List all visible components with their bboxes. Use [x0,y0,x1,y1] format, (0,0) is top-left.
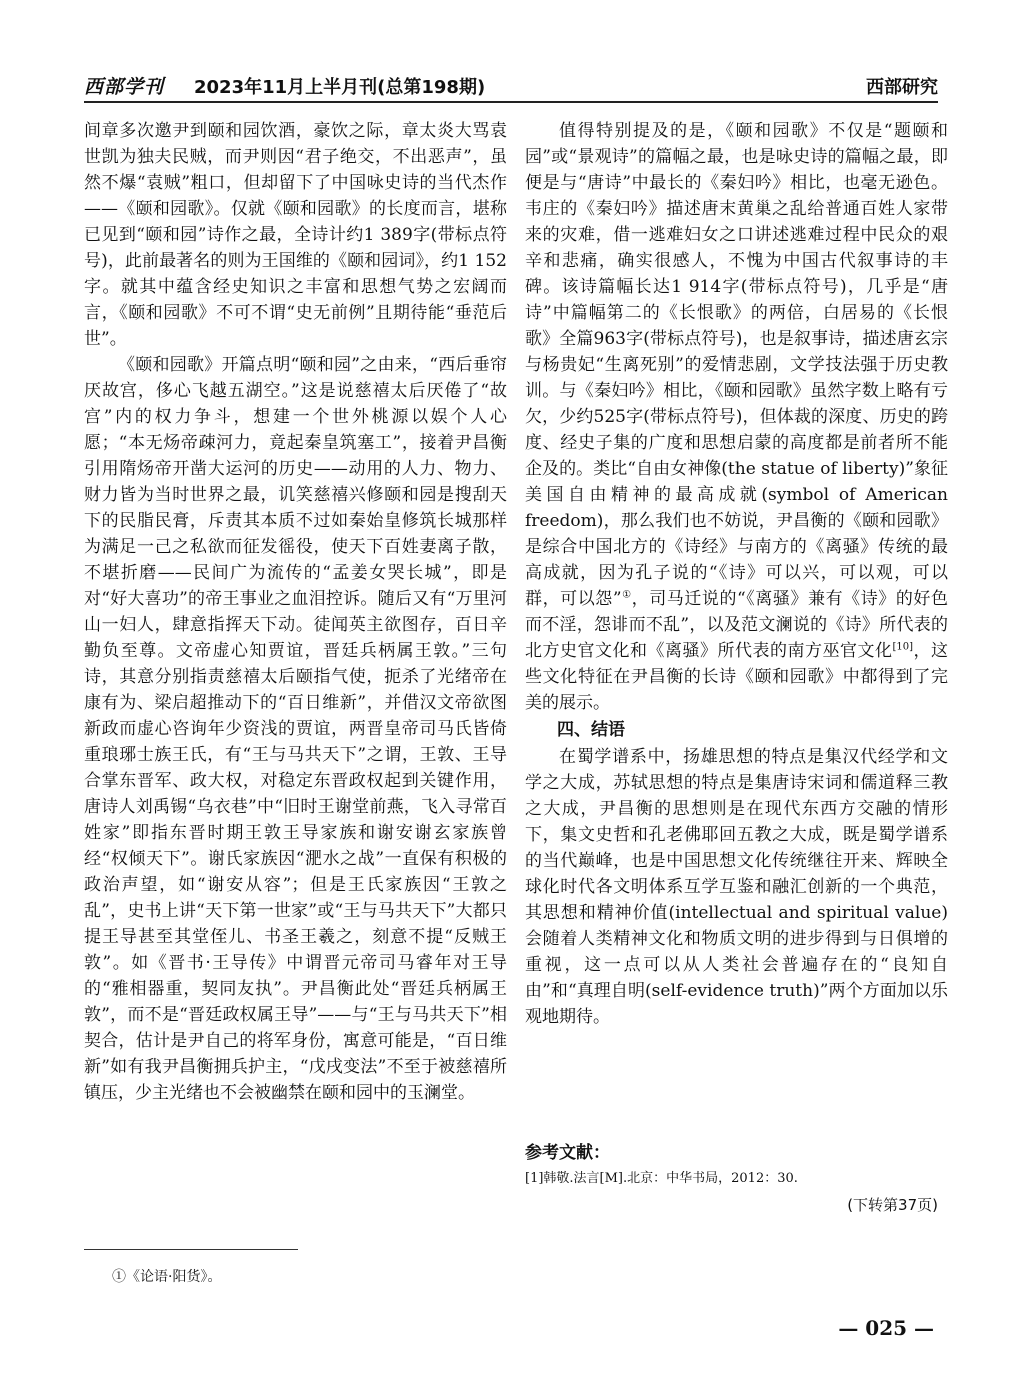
paragraph: 《颐和园歌》开篇点明“颐和园”之由来，“西后垂帘厌故宫，侈心飞越五湖空。”这是说慈禧太后厌倦了“故宫”内的权力争斗，想建一个世外桃源以娱个人心愿；“本无炀帝疎河力，竟起秦皇筑塞工”，接着尹昌衡引用隋炀帝开凿大运河的历史——动用的人力、物力、财力皆为当时世界之最，讥笑慈禧兴修颐和园是搜刮天下的民脂民膏，斥责其本质不过如秦始皇修筑长城那样为满足一己之私欲而征发徭役，使天下百姓妻离子散，不堪折磨——民间广为流传的“孟姜女哭长城”，即是对“好大喜功”的帝王事业之血泪控诉。随后又有“万里河山一妇人，肆意指挥天下动。徒闻英主欲图存，百日辛勤负至尊。文帝虚心知贾谊，晋廷兵柄属王敦。”三句诗，其意分别指责慈禧太后颐指气使，扼杀了光绪帝在康有为、梁启超推动下的“百日维新”，并借汉文帝欲图新政而虚心咨询年少资浅的贾谊，两晋皇帝司马氏皆倚重琅琊士族王氏，有“王与马共天下”之谓，王敦、王导合掌东晋军、政大权，对稳定东晋政权起到关键作用，唐诗人刘禹锡“乌衣巷”中“旧时王谢堂前燕，飞入寻常百姓家”即指东晋时期王敦王导家族和谢安谢玄家族曾经“权倾天下”。谢氏家族因“淝水之战”一直保有积极的政治声望，如“谢安从容”；但是王氏家族因“王敦之乱”，史书上讲“天下第一世家”或“王与马共天下”大都只提王导甚至其堂侄儿、书圣王羲之，刻意不提“反贼王敦”。如《晋书·王导传》中谓晋元帝司马睿年对王导的“雅相器重，契同友执”。尹昌衡此处“晋廷兵柄属王敦”，而不是“晋廷政权属王导”——与“王与马共天下”相契合，估计是尹自己的将军身份，寓意可能是，“百日维新”如有我尹昌衡拥兵护主，“戊戌变法”不至于被慈禧所镇压，少主光绪也不会被幽禁在颐和园中的玉澜堂。 [84,355,507,1103]
paragraph-text: ，这些文化特征在尹昌衡的长诗《颐和园歌》中都得到了完美的展示。 [525,641,949,713]
running-header [84,72,938,98]
paragraph: 间章多次邀尹到颐和园饮酒，豪饮之际，章太炎大骂袁世凯为独夫民贼，而尹则因“君子绝交，不出恶声”，虽然不爆“袁贼”粗口，但却留下了中国咏史诗的当代杰作——《颐和园歌》。仅就《颐和园歌》的长度而言，堪称已见到“颐和园”诗作之最，全诗计约1 389字(带标点符号)，此前最著名的则为王国维的《颐和园词》，约1 152字。就其中蕴含经史知识之丰富和思想气势之宏阔而言，《颐和园歌》不可不谓“史无前例”且期待能“垂范后世”。 [84,121,507,349]
section-name: 西部研究 [866,77,938,98]
paragraph: 在蜀学谱系中，扬雄思想的特点是集汉代经学和文学之大成，苏轼思想的特点是集唐诗宋词和儒道释三教之大成，尹昌衡的思想则是在现代东西方交融的情形下，集文史哲和孔老佛耶回五教之大成，既是蜀学谱系的当代巅峰，也是中国思想文化传统继往开来、辉映全球化时代各文明体系互学互鉴和融汇创新的一个典范，其思想和精神价值(intellectual and spiritual value)会随着人类精神文化和物质文明的进步得到与日俱增的重视，这一点可以从人类社会普遍存在的“良知自由”和“真理自明(self-evidence truth)”两个方面加以乐观地期待。 [525,747,948,1027]
references-title: 参考文献： [525,1143,610,1163]
header-rule [84,101,938,103]
journal-logo: 西部学刊 [84,76,165,98]
footnote-rule [84,1249,298,1250]
paragraph-text: ，司马迁说的“《离骚》兼有《诗》的好色而不淫，怨诽而不乱”，以及范文澜说的《诗》所代表的北方史官文化和《离骚》所代表的南方巫官文化 [525,589,948,661]
left-column [84,118,507,1106]
paragraph-text: 值得特别提及的是，《颐和园歌》不仅是“题颐和园”或“景观诗”的篇幅之最，也是咏史诗的篇幅之最，即便是与“唐诗”中最长的《秦妇吟》相比，也毫无逊色。韦庄的《秦妇吟》描述唐末黄巢之乱给普通百姓人家带来的灾难，借一逃难妇女之口讲述逃难过程中民众的艰辛和悲痛，确实很感人，不愧为中国古代叙事诗的丰碑。该诗篇幅长达1 914字(带标点符号)，几乎是“唐诗”中篇幅第二的《长恨歌》的两倍，白居易的《长恨歌》全篇963字(带标点符号)，也是叙事诗，描述唐玄宗与杨贵妃“生离死别”的爱情悲剧，文学技法强于历史教训。与《秦妇吟》相比，《颐和园歌》虽然字数上略有亏欠，少约525字(带标点符号)，但体裁的深度、历史的跨度、经史子集的广度和思想启蒙的高度都是前者所不能企及的。类比“自由女神像(the statue of liberty)”象征美国自由精神的最高成就(symbol of American freedom)，那么我们也不妨说，尹昌衡的《颐和园歌》是综合中国北方的《诗经》与南方的《离骚》传统的最高成就，因为孔子说的“《诗》可以兴，可以观，可以群，可以怨” [525,121,948,609]
footnote-marker: ① [621,589,632,601]
page-number: — 025 — [838,1316,934,1340]
section-heading: 四、结语 [557,720,625,740]
right-column [525,118,948,1030]
continued-note: (下转第37页) [847,1196,938,1214]
reference-item: [1]韩敬.法言[M].北京：中华书局，2012：30. [525,1171,798,1186]
footnote: ①《论语·阳货》。 [112,1269,222,1285]
issue-info: 2023年11月上半月刊(总第198期) [194,77,486,98]
references [525,1138,948,1189]
paragraph [525,118,948,716]
citation-marker: [10] [892,641,914,653]
